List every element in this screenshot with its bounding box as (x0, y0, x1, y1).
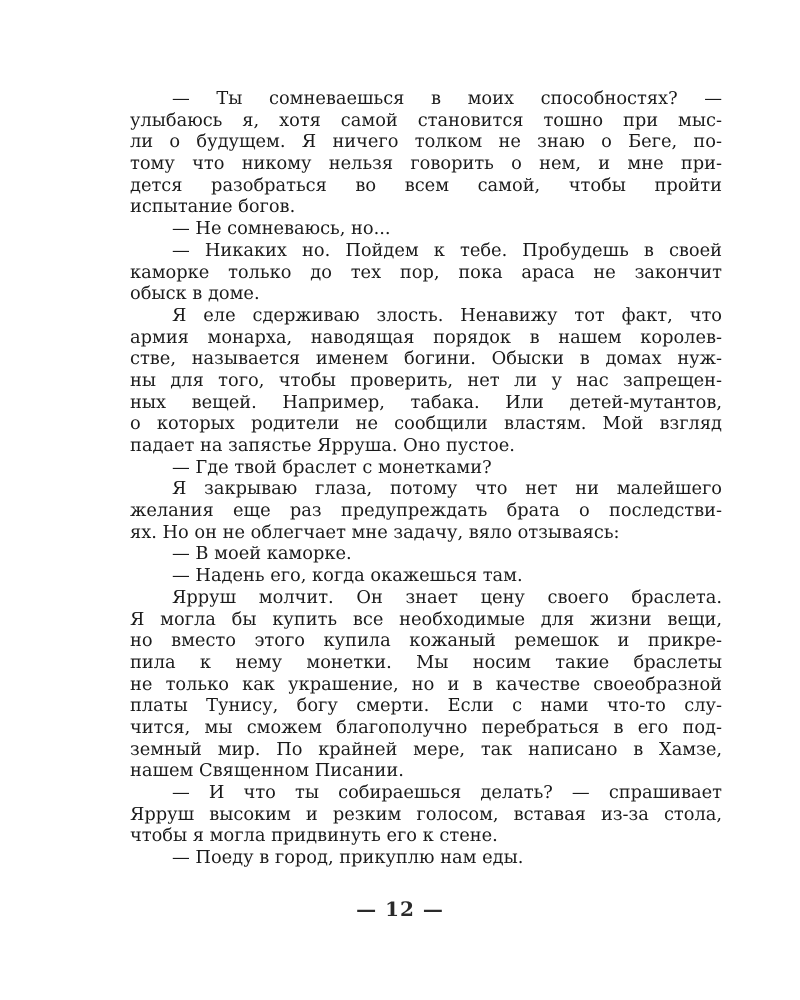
text-line: — Надень его, когда окажешься там. (172, 565, 523, 587)
text-line: Я могла бы купить все необходимые для жизни вещи, (130, 608, 722, 630)
text-line: испытание богов. (130, 196, 296, 218)
text-line: ных вещей. Например, табака. Или детей-мутантов, (130, 391, 722, 413)
text-line: обыск в доме. (130, 283, 260, 305)
text-line: ли о будущем. Я ничего толком не знаю о Беге, по- (130, 131, 722, 153)
text-line: Я закрываю глаза, потому что нет ни малейшего (172, 478, 722, 500)
text-line: каморке только до тех пор, пока араса не закончит (130, 261, 722, 283)
text-line: — Никаких но. Пойдем к тебе. Пробудешь в своей (172, 239, 722, 261)
text-line: армия монарха, наводящая порядок в нашем королев- (130, 326, 722, 348)
text-line: дется разобраться во всем самой, чтобы пройти (130, 174, 722, 196)
text-line: пила к нему монетки. Мы носим такие браслеты (130, 651, 722, 673)
text-line: — И что ты собираешься делать? — спрашивает (172, 782, 722, 803)
text-line: ях. Но он не облегчает мне задачу, вяло отзываясь: (130, 521, 620, 543)
body-text (130, 88, 722, 869)
text-line: земный мир. По крайней мере, так написано в Хамзе, (130, 738, 722, 760)
text-line: ны для того, чтобы проверить, нет ли у нас запрещен- (130, 369, 722, 391)
text-line: Ярруш высоким и резким голосом, вставая из-за стола, (130, 803, 722, 825)
text-line: — В моей каморке. (172, 543, 352, 565)
text-line: стве, называется именем богини. Обыски в домах нуж- (130, 348, 722, 370)
text-line: Я еле сдерживаю злость. Ненавижу тот факт, что (172, 304, 722, 326)
text-line: чтобы я могла придвинуть его к стене. (130, 825, 498, 847)
text-line: улыбаюсь я, хотя самой становится тошно при мыс- (130, 109, 722, 131)
text-line: желания еще раз предупреждать брата о последстви- (130, 500, 722, 522)
text-line: — Не сомневаюсь, но... (172, 218, 391, 240)
text-line: но вместо этого купила кожаный ремешок и прикре- (130, 630, 722, 652)
text-line: — Поеду в город, прикуплю нам еды. (172, 847, 524, 869)
text-line: платы Тунису, богу смерти. Если с нами что-то слу- (130, 695, 722, 717)
text-line: Ярруш молчит. Он знает цену своего браслета. (172, 586, 722, 608)
text-line: — Ты сомневаешься в моих способностях? — (172, 88, 722, 109)
page-number: — 12 — (356, 897, 444, 921)
text-line: нашем Священном Писании. (130, 760, 404, 782)
text-line: не только как украшение, но и в качестве своеобразной (130, 673, 722, 695)
text-line: — Где твой браслет с монетками? (172, 456, 492, 478)
text-line: чится, мы сможем благополучно перебраться в его под- (130, 716, 722, 738)
text-line: о которых родители не сообщили властям. Мой взгляд (130, 413, 722, 435)
text-line: тому что никому нельзя говорить о нем, и мне при- (130, 153, 722, 175)
text-line: падает на запястье Ярруша. Оно пустое. (130, 435, 515, 456)
